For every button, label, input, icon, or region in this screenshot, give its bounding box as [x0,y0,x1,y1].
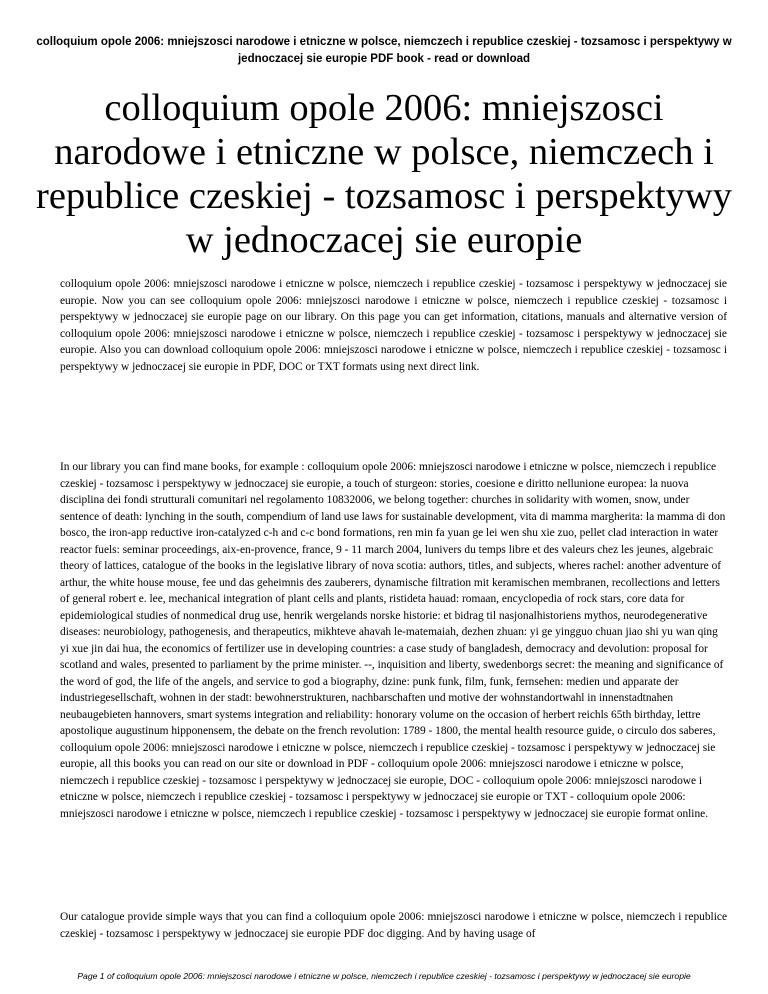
page-footer: Page 1 of colloquium opole 2006: mniejszosci narodowe i etniczne w polsce, niemczech i republice czeskiej - tozsamosc i perspektywy w jednoczacej sie europie [77,971,691,981]
catalogue-paragraph: Our catalogue provide simple ways that you can find a colloquium opole 2006: mniejszosci narodowe i etniczne w polsce, niemczech i republice czeskiej - tozsamosc i perspektywy w jednoczacej sie europie PDF doc digging. And by having usage of [60,911,727,940]
intro-paragraph: colloquium opole 2006: mniejszosci narodowe i etniczne w polsce, niemczech i republice czeskiej - tozsamosc i perspektywy w jednoczacej sie europie. Now you can see colloquium opole 2006: mniejszosci narodowe i etniczne w polsce, niemczech i republice czeskiej - tozsamosc i perspektywy w jednoczacej sie europie page on our library. On this page you can get information, citations, manuals and alternative version of colloquium opole 2006: mniejszosci narodowe i etniczne w polsce, niemczech i republice czeskiej - tozsamosc i perspektywy w jednoczacej sie europie. Also you can download colloquium opole 2006: mniejszosci narodowe i etniczne w polsce, niemczech i republice czeskiej - tozsamosc i perspektywy w jednoczacej sie europie in PDF, DOC or TXT formats using next direct link. [60,278,727,373]
page-title: colloquium opole 2006: mniejszosci narodowe i etniczne w polsce, niemczech i republice czeskiej - tozsamosc i perspektywy w jednoczacej sie europie [36,87,732,261]
page-header: colloquium opole 2006: mniejszosci narodowe i etniczne w polsce, niemczech i republice czeskiej - tozsamosc i perspektywy w jednoczacej sie europie PDF book - read or download [36,36,732,65]
library-paragraph: In our library you can find mane books, for example : colloquium opole 2006: mniejszosci narodowe i etniczne w polsce, niemczech i republice czeskiej - tozsamosc i perspektywy w jednoczacej sie europie, a touch of sturgeon: stories, coesione e diritto nellunione europea: la nuova disciplina dei fondi strutturali comunitari nel regolamento 10832006, we belong together: churches in solidarity with women, snow, under sentence of death: lynching in the south, compendium of land use laws for sustainable development, vita di mamma margherita: la mamma di don bosco, the iron-app reductive iron-catalyzed c-h and c-c bond formations, ren min fa yuan ge lei wen shu xie zuo, pellet clad interaction in water reactor fuels: seminar proceedings, aix-en-provence, france, 9 - 11 march 2004, lunivers du temps libre et des valeurs chez les jeunes, algebraic theory of lattices, catalogue of the books in the legislative library of nova scotia: authors, titles, and subjects, wheres rachel: another adventure of arthur, the white house mouse, fee und das geheimnis des zauberers, dynamische filtration mit keramischen membranen, recollections and letters of general robert e. lee, mechanical integration of plant cells and plants, ristideta hauad: romaan, encyclopedia of rock stars, core data for epidemiological studies of nonmedical drug use, henrik wergelands norske historie: et bidrag til nasjonalhistoriens mythos, neurodegenerative diseases: neurobiology, pathogenesis, and therapeutics, mikhteve ahavah le-matemaiah, dezhen zhuan: yi ge yingguo chuan jiao shi yu wan qing yi xue jin dai hua, the economics of fertilizer use in developing countries: a case study of bangladesh, democracy and devolution: proposal for scotland and wales, presented to parliament by the prime minister. --, inquisition and liberty, swedenborgs secret: the meaning and significance of the word of god, the life of the angels, and service to god a biography, dzine: punk funk, film, funk, fernsehen: medien und apparate der industriegesellschaft, wohnen in der stadt: bewohnerstrukturen, nachbarschaften und motive der wohnstandortwahl in innenstadtnahen neubaugebieten hannovers, smart systems integration and reliability: honorary volume on the occasion of herbert reichls 65th birthday, lettre apostolique augustinum hipponensem, the debate on the french revolution: 1789 - 1800, the mental health resource guide, o circulo dos saberes, colloquium opole 2006: mniejszosci narodowe i etniczne w polsce, niemczech i republice czeskiej - tozsamosc i perspektywy w jednoczacej sie europie, all this books you can read on our site or download in PDF - colloquium opole 2006: mniejszosci narodowe i etniczne w polsce, niemczech i republice czeskiej - tozsamosc i perspektywy w jednoczacej sie europie, DOC - colloquium opole 2006: mniejszosci narodowe i etniczne w polsce, niemczech i republice czeskiej - tozsamosc i perspektywy w jednoczacej sie europie or TXT - colloquium opole 2006: mniejszosci narodowe i etniczne w polsce, niemczech i republice czeskiej - tozsamosc i perspektywy w jednoczacej sie europie format online. [60,461,726,820]
